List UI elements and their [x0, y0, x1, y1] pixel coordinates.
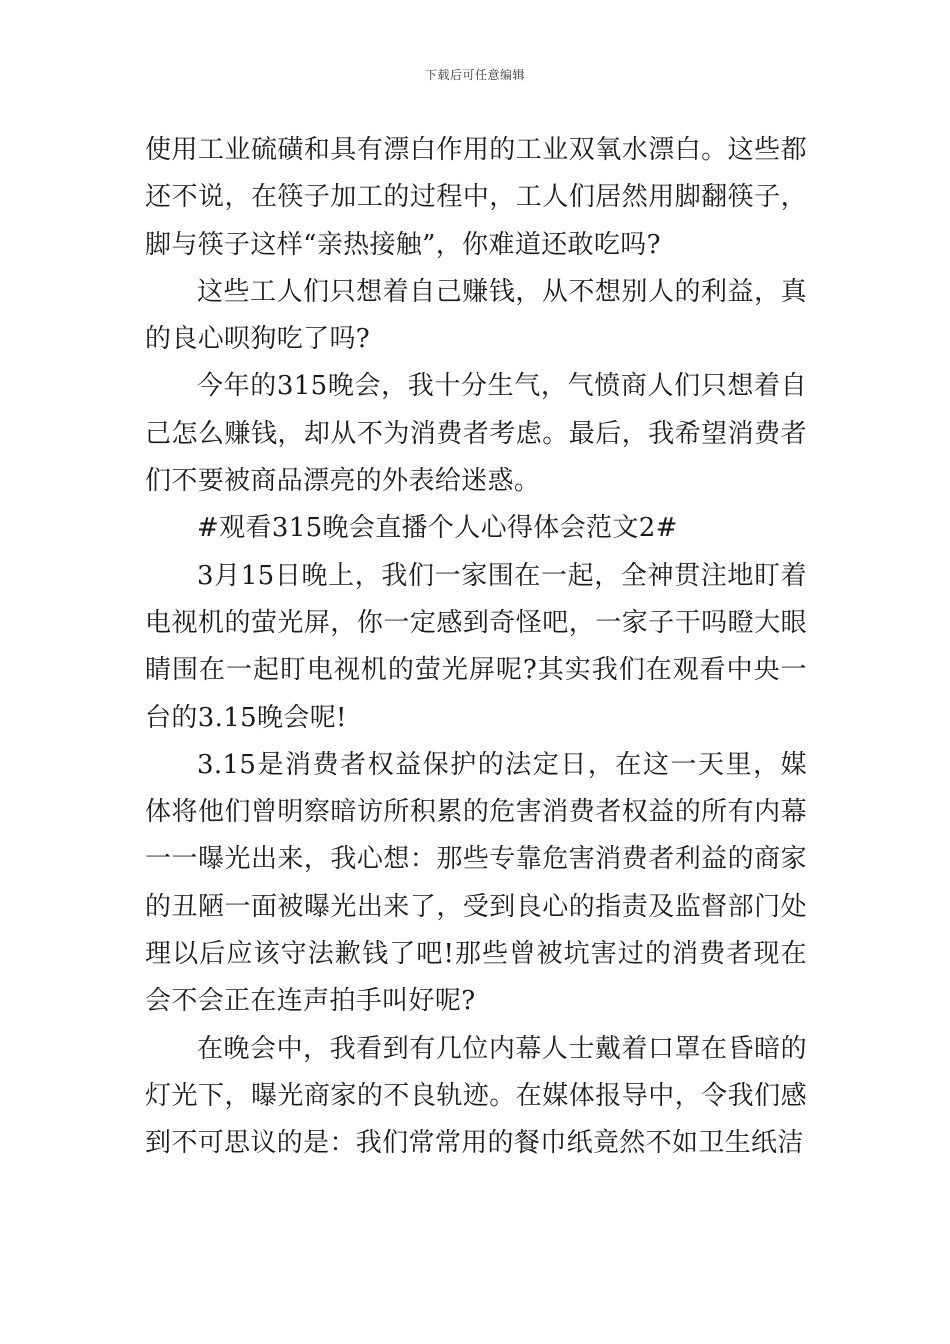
paragraph: 这些工人们只想着自己赚钱，从不想别人的利益，真的良心呗狗吃了吗?	[145, 276, 807, 355]
paragraph: 3.15是消费者权益保护的法定日，在这一天里，媒体将他们曾明察暗访所积累的危害消费者权益的所有内幕一一曝光出来，我心想：那些专靠危害消费者利益的商家的丑陋一面被曝光出来了，受到良心的指责及监督部门处理以后应该守法歉钱了吧!那些曾被坑害过的消费者现在会不会正在连声拍手叫好呢?	[145, 749, 807, 1017]
paragraph: 今年的315晚会，我十分生气，气愤商人们只想着自己怎么赚钱，却从不为消费者考虑。最后，我希望消费者们不要被商品漂亮的外表给迷惑。	[145, 371, 807, 497]
paragraph: 3月15日晚上，我们一家围在一起，全神贯注地盯着电视机的萤光屏，你一定感到奇怪吧，一家子干吗瞪大眼睛围在一起盯电视机的萤光屏呢?其实我们在观看中央一台的3.15晚会呢!	[145, 560, 807, 733]
section-heading: #观看315晚会直播个人心得体会范文2#	[197, 513, 678, 544]
paragraph: 在晚会中，我看到有几位内幕人士戴着口罩在昏暗的灯光下，曝光商家的不良轨迹。在媒体报导中，令我们感到不可思议的是：我们常常用的餐巾纸竟然不如卫生纸洁	[145, 1033, 807, 1159]
document-body	[145, 127, 807, 1168]
paragraph: 使用工业硫磺和具有漂白作用的工业双氧水漂白。这些都还不说，在筷子加工的过程中，工人们居然用脚翻筷子，脚与筷子这样“亲热接触”，你难道还敢吃吗?	[145, 135, 807, 260]
page-header-note: 下载后可任意编辑	[424, 68, 525, 82]
